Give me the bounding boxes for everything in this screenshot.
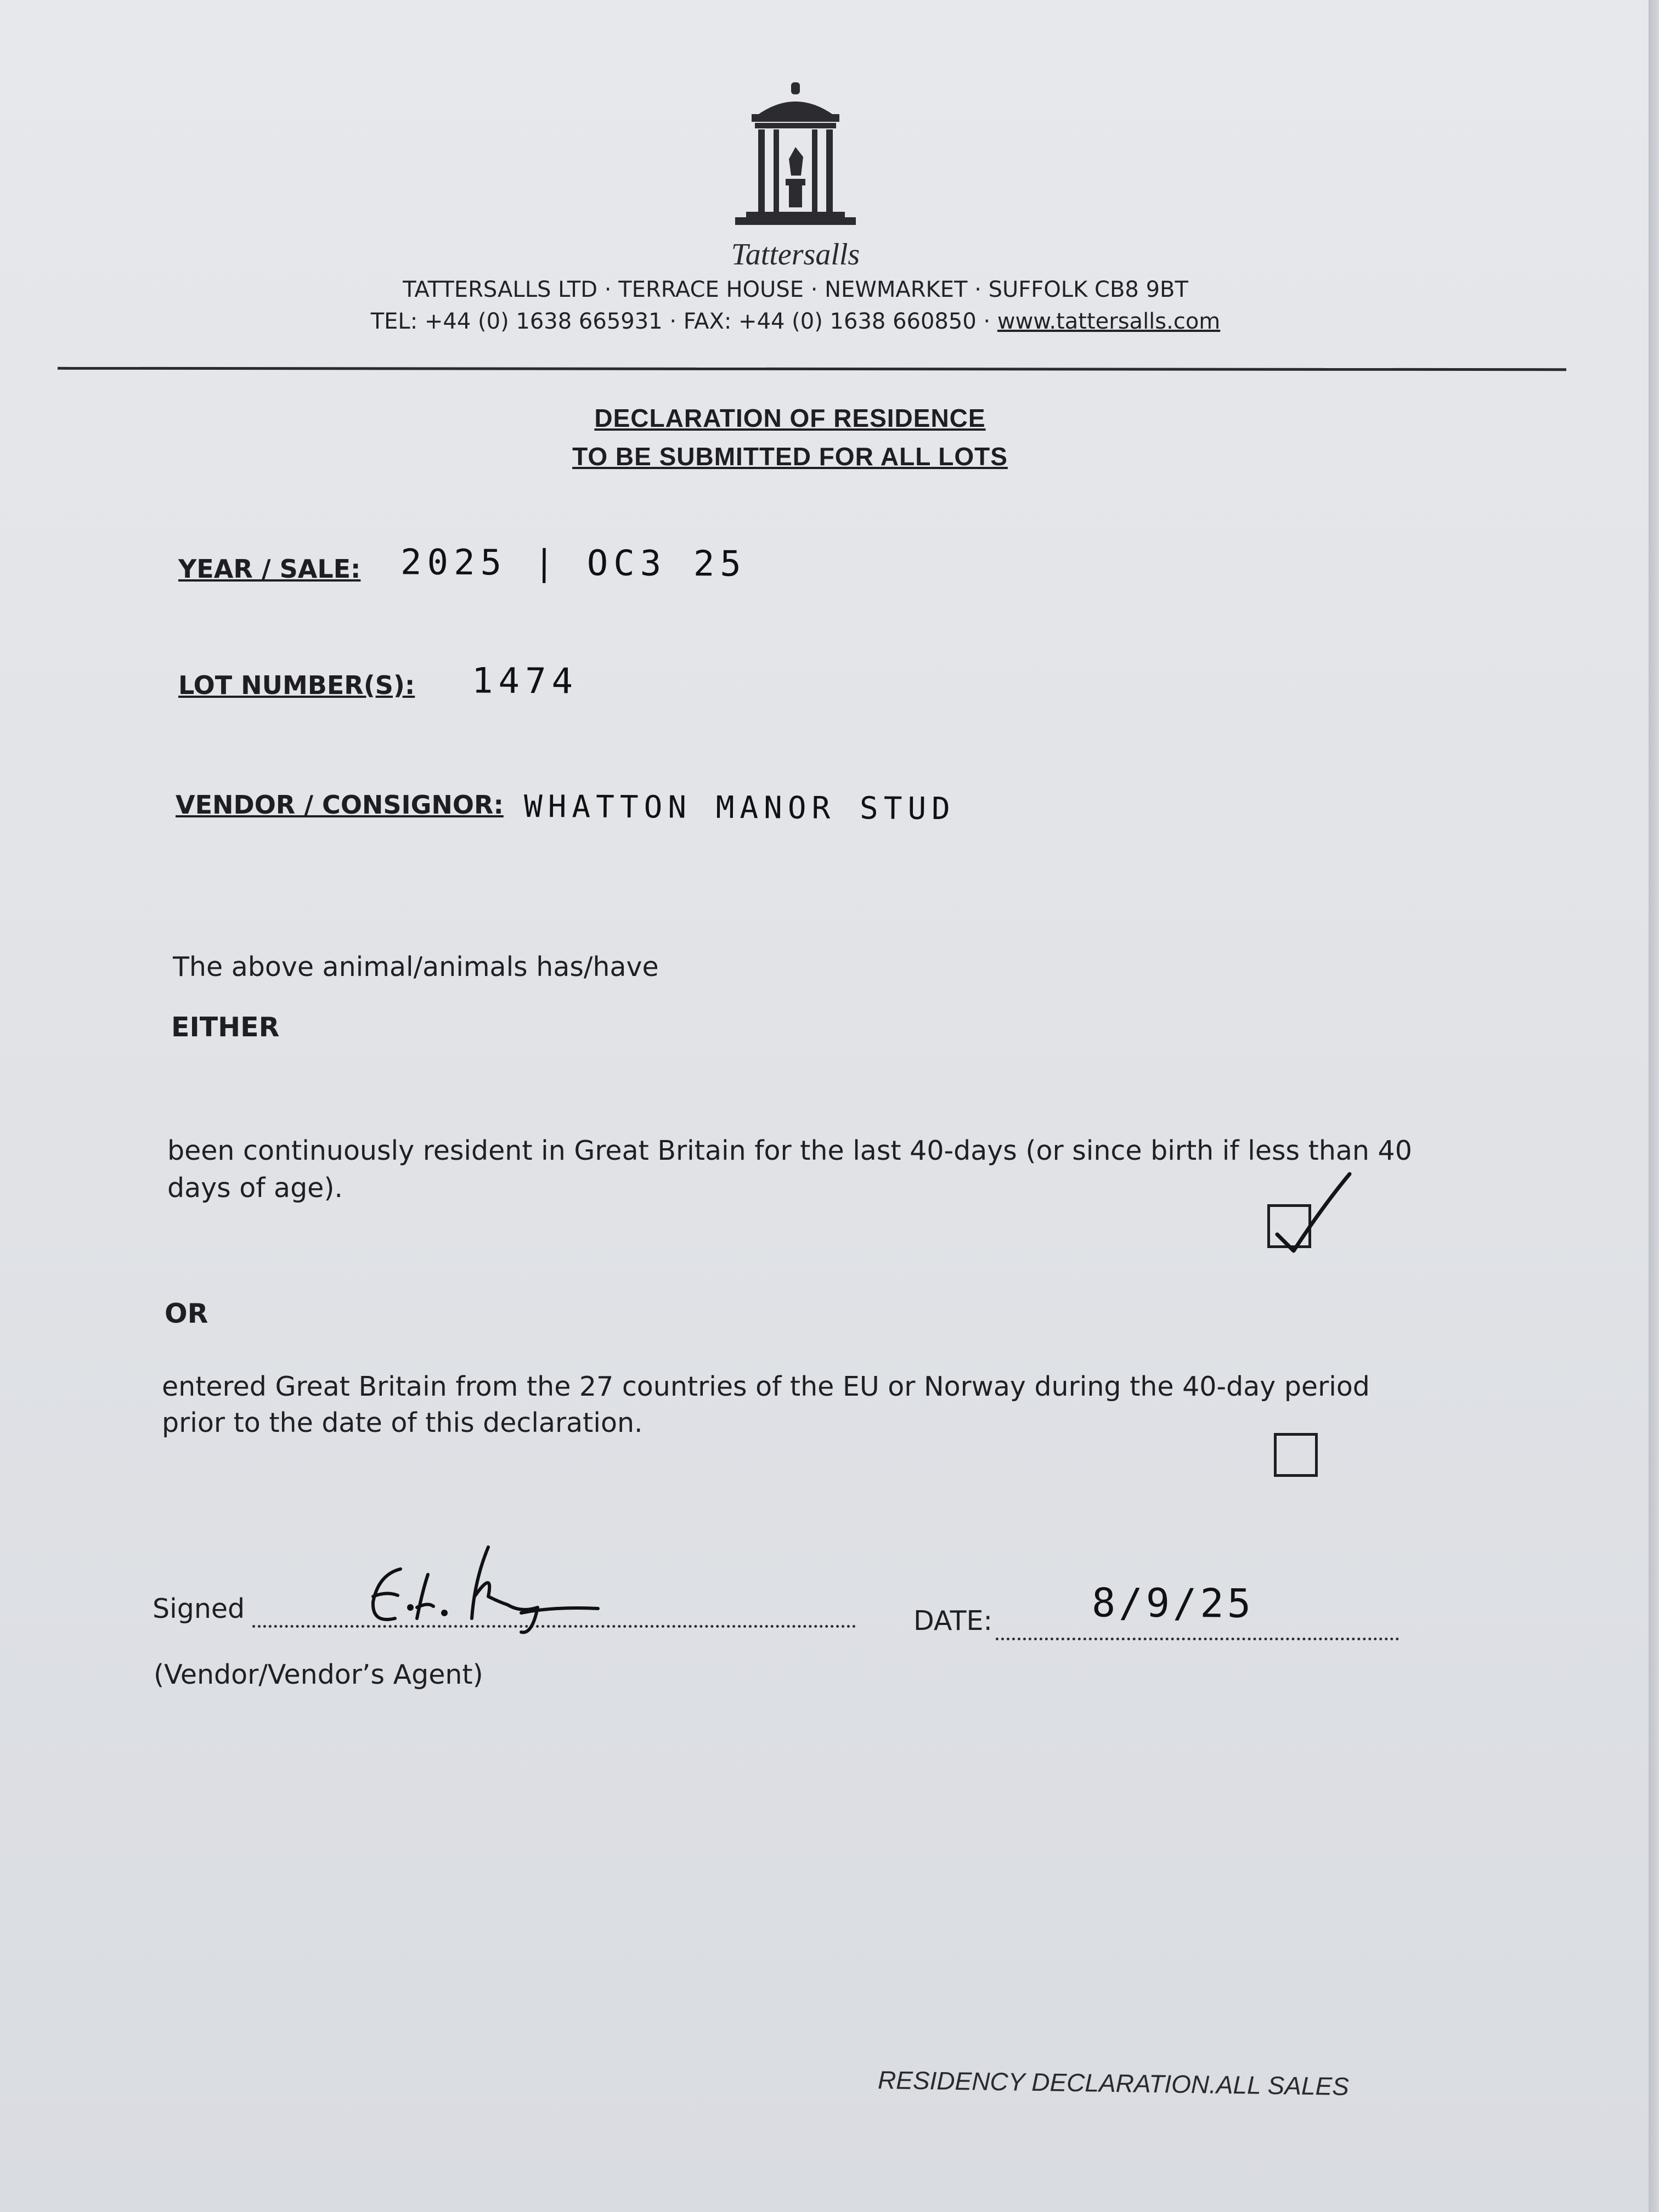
date-line <box>996 1638 1399 1640</box>
year-sale-label: YEAR / SALE: <box>178 554 361 584</box>
contact-line <box>274 309 1317 334</box>
or-heading: OR <box>165 1298 208 1329</box>
lot-number-label: LOT NUMBER(S): <box>178 670 415 700</box>
year-sale-value[interactable]: 2025 | OC3 25 <box>400 542 747 585</box>
form-title-line1: DECLARATION OF RESIDENCE <box>594 404 986 432</box>
checkmark-icon <box>1262 1163 1372 1262</box>
signed-label: Signed <box>153 1593 245 1624</box>
signer-role: (Vendor/Vendor’s Agent) <box>154 1659 483 1690</box>
option2-checkbox[interactable] <box>1274 1433 1318 1477</box>
website-link[interactable]: www.tattersalls.com <box>997 309 1221 334</box>
date-label: DATE: <box>913 1605 992 1637</box>
form-title-line2: TO BE SUBMITTED FOR ALL LOTS <box>572 442 1008 471</box>
declaration-intro: The above animal/animals has/have <box>173 951 659 983</box>
company-address: TATTERSALLS LTD · TERRACE HOUSE · NEWMARKET · SUFFOLK CB8 9BT <box>403 277 1188 302</box>
option2-text-line2: prior to the date of this declaration. <box>162 1407 643 1438</box>
option1-text-line2: days of age). <box>167 1172 343 1204</box>
lot-number-value[interactable]: 1474 <box>471 661 579 702</box>
page-edge <box>1649 0 1659 2212</box>
option1-text-line1: been continuously resident in Great Britain for the last 40-days (or since birth if less than 40 <box>167 1135 1412 1166</box>
handwritten-signature[interactable] <box>357 1536 609 1640</box>
contact-numbers: TEL: +44 (0) 1638 665931 · FAX: +44 (0) 1638 660850 · <box>370 309 997 334</box>
date-value[interactable]: 8/9/25 <box>1091 1579 1255 1627</box>
brand-name: Tattersalls <box>731 238 860 272</box>
rotunda-statue-icon <box>724 82 867 236</box>
option2-text-line1: entered Great Britain from the 27 countries of the EU or Norway during the 40-day period <box>162 1371 1370 1402</box>
vendor-value[interactable]: WHATTON MANOR STUD <box>523 788 956 827</box>
footer-form-name: RESIDENCY DECLARATION.ALL SALES <box>877 2066 1350 2101</box>
vendor-label: VENDOR / CONSIGNOR: <box>176 790 504 820</box>
either-heading: EITHER <box>171 1012 280 1043</box>
